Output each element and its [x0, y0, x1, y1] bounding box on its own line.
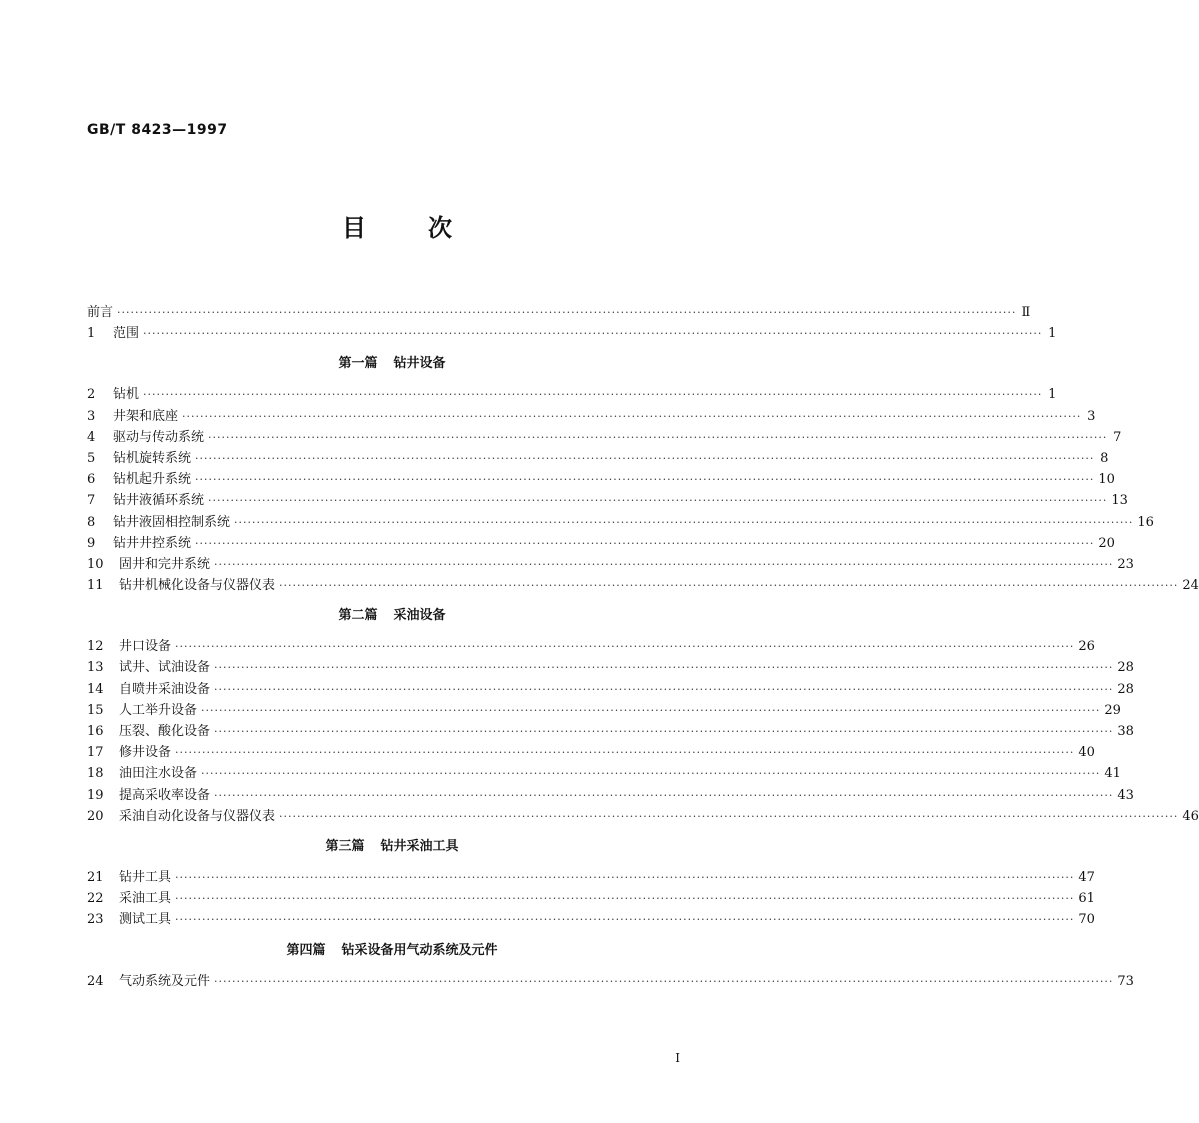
- toc-entry-page: 1: [1048, 387, 1057, 403]
- leader-dots: ········································································································································································································: [214, 788, 1114, 802]
- toc-entry-page: 29: [1104, 702, 1121, 718]
- toc-entry-label: 提高采收率设备: [119, 787, 211, 803]
- toc-entry-label: 钻井井控系统: [113, 535, 192, 551]
- leader-dots: ········································································································································································································: [175, 892, 1075, 906]
- leader-dots: ········································································································································································································: [195, 451, 1095, 465]
- toc-entry-number: 18: [87, 766, 104, 782]
- toc-entry-label: 钻机: [113, 387, 140, 403]
- toc-entry-page: 1: [1048, 326, 1057, 342]
- toc-entry[interactable]: [87, 806, 1199, 827]
- toc-entry[interactable]: [87, 427, 1122, 448]
- leader-dots: ········································································································································································································: [208, 494, 1108, 508]
- part-heading: [87, 353, 697, 374]
- toc-entry-label: 钻井机械化设备与仪器仪表: [119, 578, 276, 594]
- toc-entry-label: 采油自动化设备与仪器仪表: [119, 808, 276, 824]
- toc-entry[interactable]: [87, 742, 1095, 763]
- toc-entry-number: 5: [87, 450, 96, 466]
- toc-entry-number: 10: [87, 556, 104, 572]
- toc-entry-label: 压裂、酸化设备: [119, 724, 211, 739]
- toc-entry-page: 16: [1137, 514, 1154, 530]
- toc-entry-label: 驱动与传动系统: [113, 429, 205, 445]
- toc-entry-page: 10: [1098, 472, 1115, 488]
- leader-dots: ········································································································································································································: [208, 430, 1108, 444]
- toc-entry-label: 修井设备: [119, 745, 172, 761]
- leader-dots: ········································································································································································································: [175, 640, 1075, 654]
- leader-dots: ········································································································································································································: [117, 306, 1017, 319]
- toc-entry-page: 20: [1098, 535, 1115, 551]
- leader-dots: ········································································································································································································: [214, 557, 1114, 571]
- toc-entry-scope[interactable]: [87, 323, 1057, 344]
- toc-entry[interactable]: [87, 406, 1096, 427]
- toc-entry-label: 气动系统及元件: [119, 973, 211, 989]
- toc-entry-number: 12: [87, 639, 104, 655]
- toc-entry-label: 范围: [113, 326, 140, 342]
- toc-entry-label: 钻井液固相控制系统: [113, 514, 231, 530]
- toc-entry-number: 14: [87, 681, 104, 697]
- toc-entry[interactable]: [87, 575, 1199, 596]
- leader-dots: ········································································································································································································: [195, 536, 1095, 550]
- toc-entry-number: 24: [87, 973, 104, 989]
- toc-entry[interactable]: [87, 700, 1121, 721]
- part-heading-title: 钻采设备用气动系统及元件: [341, 942, 498, 958]
- leader-dots: ········································································································································································································: [201, 767, 1101, 781]
- toc-entry-label: 井口设备: [119, 639, 172, 655]
- leader-dots: ········································································································································································································: [214, 725, 1114, 738]
- toc-entry[interactable]: [87, 888, 1095, 909]
- part-heading-number: 第一篇: [338, 356, 378, 372]
- toc-entry[interactable]: [87, 679, 1134, 700]
- toc-entry-label: 固井和完井系统: [119, 556, 211, 572]
- toc-entry-page: 3: [1087, 408, 1096, 424]
- toc-entry[interactable]: [87, 448, 1109, 469]
- leader-dots: ········································································································································································································: [143, 388, 1043, 402]
- toc-entry-page: 70: [1078, 912, 1095, 928]
- toc-entry-page: 26: [1078, 639, 1095, 655]
- toc-entry[interactable]: [87, 867, 1095, 888]
- part-heading: [87, 836, 697, 857]
- toc-entry-page: Ⅱ: [1021, 305, 1031, 320]
- toc-entry[interactable]: [87, 490, 1128, 511]
- toc-entry-page: 13: [1111, 493, 1128, 509]
- toc-entry-label: 人工举升设备: [119, 702, 198, 718]
- toc-entry[interactable]: [87, 909, 1095, 930]
- toc-entry-page: 7: [1113, 429, 1122, 445]
- toc-title-char-1: 目: [342, 214, 366, 242]
- leader-dots: ········································································································································································································: [175, 913, 1075, 927]
- toc-entry-page: 46: [1182, 808, 1199, 824]
- part-heading-title: 采油设备: [393, 608, 446, 624]
- toc-entry[interactable]: [87, 512, 1154, 533]
- toc-entry-page: 47: [1078, 869, 1095, 885]
- part-heading-number: 第二篇: [338, 608, 378, 624]
- toc-entry-number: 3: [87, 408, 96, 424]
- leader-dots: ········································································································································································································: [182, 409, 1082, 423]
- toc-entry-number: 17: [87, 745, 104, 761]
- leader-dots: ········································································································································································································: [175, 870, 1075, 884]
- toc-parts: [87, 353, 1199, 991]
- toc-entry[interactable]: [87, 533, 1115, 554]
- toc-entry-page: 40: [1078, 745, 1095, 761]
- leader-dots: ········································································································································································································: [214, 974, 1114, 988]
- toc-entry-label: 测试工具: [119, 912, 172, 928]
- toc-entry-page: 28: [1117, 660, 1134, 676]
- toc-entry-label: 前言: [87, 305, 114, 320]
- toc-entry[interactable]: [87, 636, 1095, 657]
- toc-entry-number: 8: [87, 514, 96, 530]
- page-number: I: [675, 1051, 680, 1065]
- leader-dots: ········································································································································································································: [234, 515, 1134, 529]
- toc-entry-page: 28: [1117, 681, 1134, 697]
- toc-entry-number: 2: [87, 387, 96, 403]
- part-heading: [87, 940, 697, 961]
- toc-entry-number: 15: [87, 702, 104, 718]
- toc-title-char-2: 次: [428, 214, 452, 242]
- leader-dots: ········································································································································································································: [201, 703, 1101, 717]
- toc-entry[interactable]: [87, 721, 1134, 742]
- toc-entry-label: 钻井液循环系统: [113, 493, 205, 509]
- leader-dots: ········································································································································································································: [279, 809, 1179, 823]
- leader-dots: ········································································································································································································: [195, 473, 1095, 487]
- toc-entry[interactable]: [87, 384, 1057, 405]
- toc-entry[interactable]: [87, 763, 1121, 784]
- toc-entry-label: 井架和底座: [113, 408, 179, 424]
- toc-entry-number: 22: [87, 891, 104, 907]
- part-heading: [87, 605, 697, 626]
- toc-entry-label: 自喷井采油设备: [119, 681, 211, 697]
- toc-entry-number: 16: [87, 724, 104, 739]
- part-heading-number: 第三篇: [325, 838, 365, 854]
- leader-dots: ········································································································································································································: [279, 579, 1179, 593]
- leader-dots: ········································································································································································································: [175, 746, 1075, 760]
- leader-dots: ········································································································································································································: [214, 682, 1114, 696]
- toc-entry-preface[interactable]: [87, 302, 1031, 323]
- part-heading-number: 第四篇: [286, 942, 326, 958]
- toc-entry-label: 钻井工具: [119, 869, 172, 885]
- toc-title: [0, 208, 794, 243]
- toc-entry-page: 61: [1078, 891, 1095, 907]
- part-heading-title: 钻井采油工具: [380, 838, 459, 854]
- toc-entry-number: 20: [87, 808, 104, 824]
- toc-entry-label: 采油工具: [119, 891, 172, 907]
- toc-entry-page: 43: [1117, 787, 1134, 803]
- toc-entry-number: 7: [87, 493, 96, 509]
- toc-entry[interactable]: [87, 785, 1134, 806]
- toc-entry-page: 23: [1117, 556, 1134, 572]
- toc-entry-page: 73: [1117, 973, 1134, 989]
- toc-entry[interactable]: [87, 469, 1115, 490]
- toc-entry-number: 6: [87, 472, 96, 488]
- toc-entry-page: 8: [1100, 450, 1109, 466]
- toc-entry-page: 41: [1104, 766, 1121, 782]
- toc-entry-label: 钻机旋转系统: [113, 450, 192, 466]
- standard-code: GB/T 8423—1997: [87, 122, 228, 138]
- toc-entry-label: 油田注水设备: [119, 766, 198, 782]
- toc-entry[interactable]: [87, 657, 1134, 678]
- part-heading-title: 钻井设备: [393, 356, 446, 372]
- leader-dots: ········································································································································································································: [214, 661, 1114, 675]
- toc-entry-number: 1: [87, 326, 96, 342]
- toc-entry-page: 24: [1182, 578, 1199, 594]
- toc-entry[interactable]: [87, 554, 1134, 575]
- toc-entry[interactable]: [87, 971, 1134, 992]
- toc-entry-number: 9: [87, 535, 96, 551]
- toc-entry-page: 38: [1117, 724, 1134, 739]
- toc-entry-number: 4: [87, 429, 96, 445]
- leader-dots: ········································································································································································································: [143, 327, 1043, 341]
- toc-entry-number: 21: [87, 869, 104, 885]
- toc-entry-number: 11: [87, 578, 104, 594]
- toc-entry-number: 23: [87, 912, 104, 928]
- table-of-contents: [87, 302, 1199, 992]
- toc-entry-label: 试井、试油设备: [119, 660, 211, 676]
- toc-entry-number: 19: [87, 787, 104, 803]
- toc-entry-number: 13: [87, 660, 104, 676]
- toc-entry-label: 钻机起升系统: [113, 472, 192, 488]
